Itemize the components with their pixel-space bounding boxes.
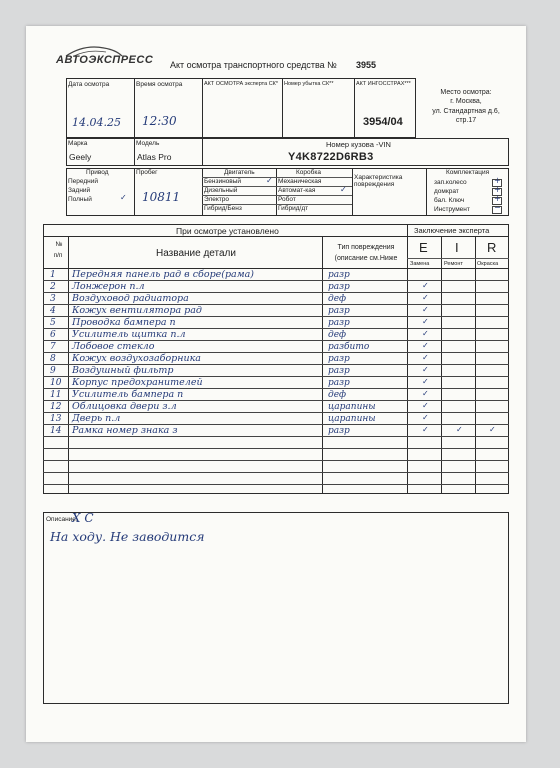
company-logo: АВТОЭКСПРЕСС: [56, 54, 154, 66]
expert-label: АКТ ОСМОТРА эксперта СК*: [204, 81, 279, 87]
row-6-damage: деф: [328, 330, 347, 340]
row-2-damage: разр: [328, 282, 350, 292]
row-8-damage: разр: [328, 354, 350, 364]
row-1-e: ✓: [422, 281, 429, 290]
row-3-damage: деф: [328, 294, 347, 304]
location-street: ул. Стандартная д.6,: [432, 107, 500, 115]
row-1-damage: разр: [328, 270, 350, 280]
gearbox-auto-check: ✓: [340, 185, 347, 194]
row-12-e: ✓: [422, 413, 429, 422]
row-3-name: Воздуховод радиатора: [72, 293, 189, 304]
row-4-damage: разр: [328, 306, 350, 316]
document-title: Акт осмотра транспортного средства №: [170, 60, 337, 70]
gearbox-manual: Механическая: [278, 178, 322, 185]
row-7-damage: разбито: [328, 342, 370, 352]
row-3-e: ✓: [422, 305, 429, 314]
make-label: Марка: [68, 140, 88, 147]
row-9-name: Воздушный фильтр: [72, 365, 174, 376]
row-9-damage: разр: [328, 366, 350, 376]
col-r-sub: Окраска: [477, 261, 499, 267]
kit-jack: домкрат: [434, 188, 459, 195]
row-12-name: Облицовка двери з.л: [72, 401, 177, 412]
inspection-location: [421, 88, 511, 126]
row-10-damage: разр: [328, 378, 350, 388]
row-12-number: 12: [50, 402, 62, 412]
col-i-sub: Ремонт: [444, 261, 463, 267]
col-part-name: Название детали: [156, 248, 236, 259]
row-8-e: ✓: [422, 365, 429, 374]
gearbox-hybrid: Гибрид/дт: [278, 205, 309, 212]
col-damage-type: Тип повреждения (описание см.Ниже: [334, 244, 398, 262]
kit-balloon-key: бал. Ключ: [434, 197, 465, 204]
row-4-number: 4: [50, 306, 56, 316]
row-6-e: ✓: [422, 341, 429, 350]
row-14-name: Рамка номер знака з: [72, 425, 178, 436]
model-value: Atlas Pro: [137, 152, 172, 162]
gearbox-robot: Робот: [278, 196, 296, 203]
row-7-number: 7: [50, 342, 56, 352]
location-label: Место осмотра:: [440, 89, 492, 96]
row-12-damage: царапины: [328, 402, 376, 412]
document-number: 3955: [356, 60, 377, 70]
ingos-act-label: АКТ ИНГОССТРАХ***: [356, 81, 411, 87]
row-1-name: Передняя панель рад в сборе(рама): [72, 269, 254, 280]
kit-jack-mark: +: [494, 185, 501, 194]
row-14-damage: разр: [328, 426, 350, 436]
drive-front: Передний: [68, 178, 99, 185]
col-r: R: [487, 240, 497, 255]
row-13-name: Дверь п.л: [72, 413, 121, 424]
kit-keys-mark: +: [494, 194, 501, 203]
row-13-r: ✓: [489, 425, 496, 434]
kit-tools-mark: −: [494, 203, 501, 212]
expert-conclusion-heading: Заключение эксперта: [414, 226, 490, 235]
row-7-name: Лобовое стекло: [72, 341, 155, 352]
row-5-e: ✓: [422, 329, 429, 338]
row-8-name: Кожух воздухозаборника: [72, 353, 201, 364]
description-line-2: На ходу. Не заводится: [50, 529, 205, 544]
engine-label: Двигатель: [224, 169, 255, 176]
engine-electro: Электро: [204, 196, 229, 203]
row-1-number: 1: [50, 270, 56, 280]
drive-full: Полный: [68, 196, 92, 203]
row-13-number: 13: [50, 414, 62, 424]
row-6-number: 6: [50, 330, 56, 340]
row-6-name: Усилитель щитка п.л: [72, 329, 186, 340]
drive-label: Привод: [86, 169, 109, 176]
row-8-number: 8: [50, 354, 56, 364]
inspection-act-sheet: [26, 26, 526, 742]
make-value: Geely: [69, 152, 92, 162]
engine-petrol: Бензиновый: [204, 178, 242, 185]
row-5-name: Проводка бампера п: [72, 317, 176, 328]
row-14-number: 14: [50, 426, 62, 436]
drive-rear: Задний: [68, 187, 91, 194]
description-label: Описание:: [46, 516, 78, 523]
vin-value: Y4K8722D6RB3: [288, 151, 374, 163]
col-e: E: [419, 240, 428, 255]
row-10-name: Корпус предохранителей: [72, 377, 203, 388]
col-e-sub: Замена: [410, 261, 430, 267]
engine-hybrid: Гибрид/Бенз: [204, 205, 242, 212]
row-11-damage: деф: [328, 390, 347, 400]
row-10-e: ✓: [422, 389, 429, 398]
gearbox-auto: Автомат-кая: [278, 187, 316, 194]
row-4-name: Кожух вентилятора рад: [72, 305, 202, 316]
row-5-damage: разр: [328, 318, 350, 328]
row-4-e: ✓: [422, 317, 429, 326]
row-13-e: ✓: [422, 425, 429, 434]
row-3-number: 3: [50, 294, 56, 304]
row-11-name: Усилитель бампера п: [72, 389, 184, 400]
row-11-number: 11: [50, 390, 62, 400]
description-line-1: Х С: [72, 511, 94, 525]
time-label: Время осмотра: [136, 81, 183, 88]
row-13-i: ✓: [456, 425, 463, 434]
row-13-damage: царапины: [328, 414, 376, 424]
row-2-name: Лонжерон п.л: [72, 281, 145, 292]
row-2-number: 2: [50, 282, 56, 292]
location-building: стр.17: [455, 117, 477, 125]
model-label: Модель: [136, 140, 160, 147]
vin-label: Номер кузова -VIN: [326, 140, 391, 149]
damage-character-label: Характеристика повреждения: [354, 174, 403, 189]
engine-diesel: Дизельный: [204, 187, 238, 194]
row-9-e: ✓: [422, 377, 429, 386]
kit-spare-wheel: зап.колесо: [434, 179, 467, 186]
kit-label: Комплектация: [446, 169, 490, 176]
kit-tools: Инструмент: [434, 206, 470, 213]
engine-petrol-check: ✓: [266, 176, 273, 185]
date-label: Дата осмотра: [68, 81, 110, 88]
time-value: 12:30: [142, 114, 177, 128]
date-value: 14.04.25: [72, 116, 121, 129]
row-2-e: ✓: [422, 293, 429, 302]
drive-full-check: ✓: [120, 193, 127, 202]
row-10-number: 10: [50, 378, 62, 388]
col-number-label: №: [55, 241, 63, 248]
ingos-act-value: 3954/04: [363, 116, 403, 128]
kit-wheel-mark: +: [494, 176, 501, 185]
location-city: г. Москва,: [450, 98, 482, 106]
gearbox-label: Коробка: [296, 169, 321, 176]
col-number-sub: п/п: [53, 252, 63, 259]
mileage-label: Пробег: [136, 169, 158, 176]
mileage-value: 10811: [142, 190, 181, 204]
row-9-number: 9: [50, 366, 56, 376]
col-i: I: [455, 240, 459, 255]
installed-heading: При осмотре установлено: [176, 226, 279, 236]
row-11-e: ✓: [422, 401, 429, 410]
row-7-e: ✓: [422, 353, 429, 362]
row-5-number: 5: [50, 318, 56, 328]
loss-number-label: Номер убытка СК**: [284, 81, 334, 87]
